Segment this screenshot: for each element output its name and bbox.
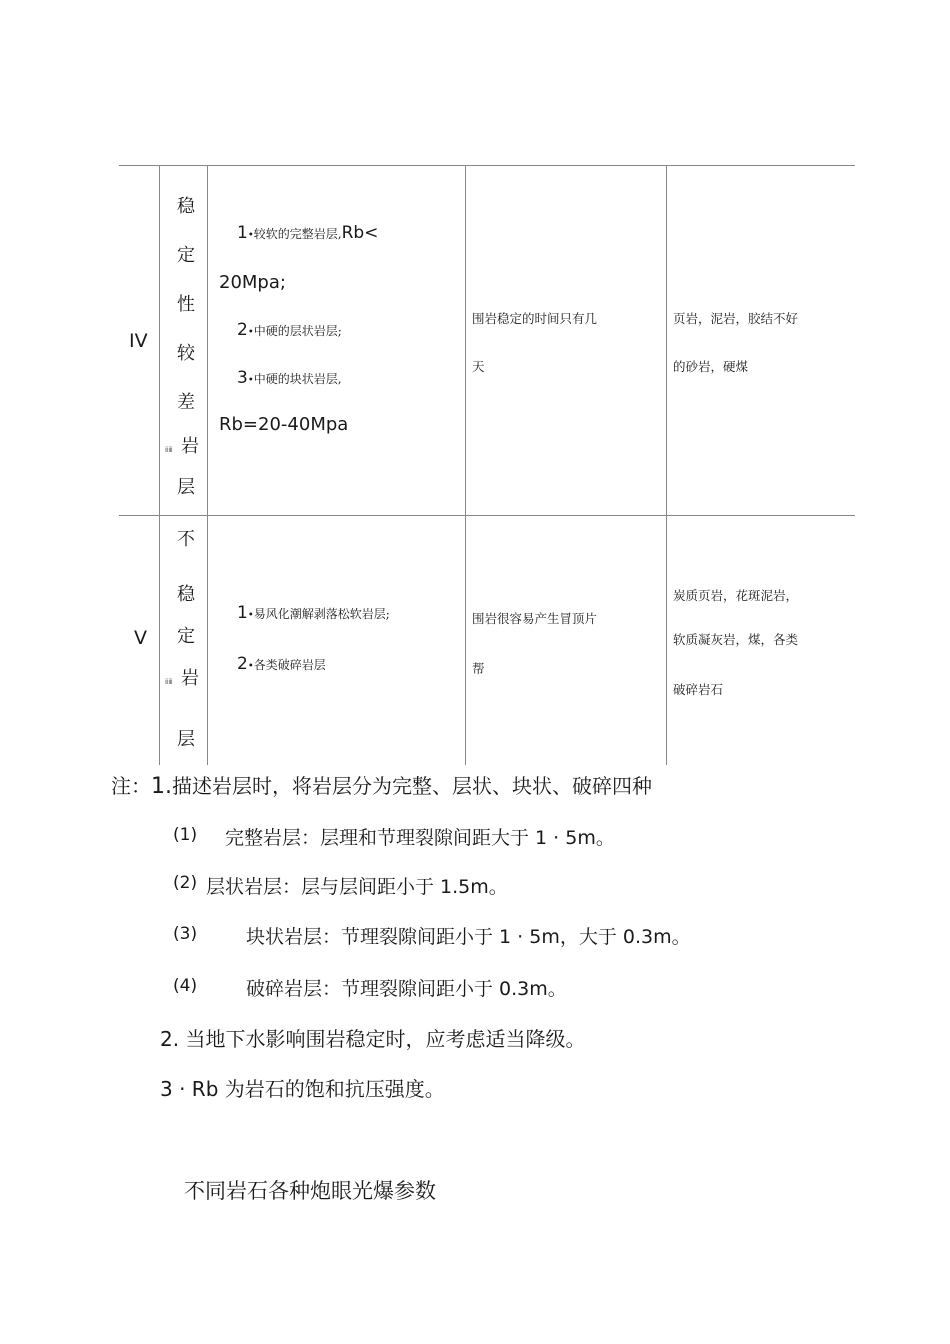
item-number: 2 bbox=[237, 320, 248, 340]
stability-text: 天 bbox=[472, 359, 485, 374]
category-char: 岩 bbox=[181, 436, 199, 457]
scan-mark: ⅱⅲ bbox=[165, 678, 173, 686]
list-item: 1•较软的完整岩层,Rb< bbox=[237, 223, 379, 243]
table-col-divider bbox=[465, 165, 466, 765]
item-number: 1 bbox=[237, 603, 248, 623]
item-text: 各类破碎岩层 bbox=[253, 658, 326, 672]
item-number: 3 bbox=[237, 368, 248, 388]
stability-text: 围岩很容易产生冒顶片 bbox=[472, 611, 598, 626]
note-1 bbox=[111, 770, 652, 799]
note-number: 1. bbox=[151, 774, 172, 799]
note-text: 描述岩层时，将岩层分为完整、层状、块状、破碎四种 bbox=[172, 774, 652, 798]
category-char: 层 bbox=[177, 477, 195, 498]
stability-text: 帮 bbox=[472, 661, 485, 676]
item-number: 2 bbox=[237, 654, 248, 674]
sub-note-text: 块状岩层：节理裂隙间距小于 1 · 5m，大于 0.3m。 bbox=[246, 926, 691, 948]
table-col-divider bbox=[666, 165, 667, 765]
category-char: 岩 bbox=[181, 668, 199, 689]
item-text: 易风化潮解剥落松软岩层; bbox=[253, 607, 390, 621]
table-row-divider bbox=[119, 515, 855, 516]
sub-note-number: (1) bbox=[173, 825, 198, 845]
sub-note-number: (3) bbox=[173, 924, 198, 944]
stability-text: 围岩稳定的时间只有几 bbox=[472, 311, 598, 326]
category-char: 较 bbox=[177, 343, 195, 364]
category-char: 不 bbox=[177, 529, 195, 550]
list-item: 1•易风化潮解剥落松软岩层; bbox=[237, 603, 390, 623]
list-item: 2•中硬的层状岩层; bbox=[237, 320, 342, 340]
sub-note-text: 完整岩层：层理和节理裂隙间距大于 1 · 5m。 bbox=[225, 827, 615, 849]
scan-mark: ⅱⅲ bbox=[165, 446, 173, 454]
example-text: 的砂岩，硬煤 bbox=[673, 359, 749, 374]
category-char: 稳 bbox=[177, 584, 195, 605]
example-text: 炭质页岩，花斑泥岩， bbox=[673, 588, 799, 603]
category-char: 性 bbox=[177, 294, 195, 315]
grade-label: IV bbox=[129, 330, 148, 352]
table-top-border bbox=[119, 165, 855, 166]
example-text: 页岩，泥岩，胶结不好 bbox=[673, 311, 799, 326]
category-char: 层 bbox=[177, 729, 195, 750]
item-text: 中硬的块状岩层, bbox=[253, 372, 342, 386]
item-continuation: Rb=20-40Mpa bbox=[219, 414, 349, 435]
list-item: 2•各类破碎岩层 bbox=[237, 654, 326, 674]
example-text: 软质凝灰岩，煤，各类 bbox=[673, 632, 799, 647]
category-char: 定 bbox=[177, 245, 195, 266]
sub-note-text: 层状岩层：层与层间距小于 1.5m。 bbox=[206, 876, 508, 898]
list-item: 3•中硬的块状岩层, bbox=[237, 368, 342, 388]
note-prefix: 注： bbox=[111, 774, 151, 798]
table-col-divider bbox=[159, 165, 160, 765]
item-text: 中硬的层状岩层; bbox=[253, 324, 342, 338]
sub-note-number: (2) bbox=[173, 873, 198, 893]
item-continuation: 20Mpa; bbox=[219, 272, 286, 293]
category-char: 定 bbox=[177, 626, 195, 647]
example-text: 破碎岩石 bbox=[673, 682, 724, 697]
section-heading: 不同岩石各种炮眼光爆参数 bbox=[184, 1179, 436, 1203]
sub-note-number: (4) bbox=[173, 976, 198, 996]
note-3: 3 · Rb 为岩石的饱和抗压强度。 bbox=[160, 1077, 445, 1101]
item-tail: Rb< bbox=[341, 223, 379, 243]
item-number: 1 bbox=[237, 223, 248, 243]
item-text: 较软的完整岩层, bbox=[253, 227, 342, 241]
table-col-divider bbox=[207, 165, 208, 765]
sub-note-text: 破碎岩层：节理裂隙间距小于 0.3m。 bbox=[246, 978, 567, 1000]
category-char: 差 bbox=[177, 392, 195, 413]
grade-label: V bbox=[134, 627, 147, 649]
category-char: 稳 bbox=[177, 196, 195, 217]
note-2: 2. 当地下水影响围岩稳定时，应考虑适当降级。 bbox=[160, 1027, 586, 1051]
